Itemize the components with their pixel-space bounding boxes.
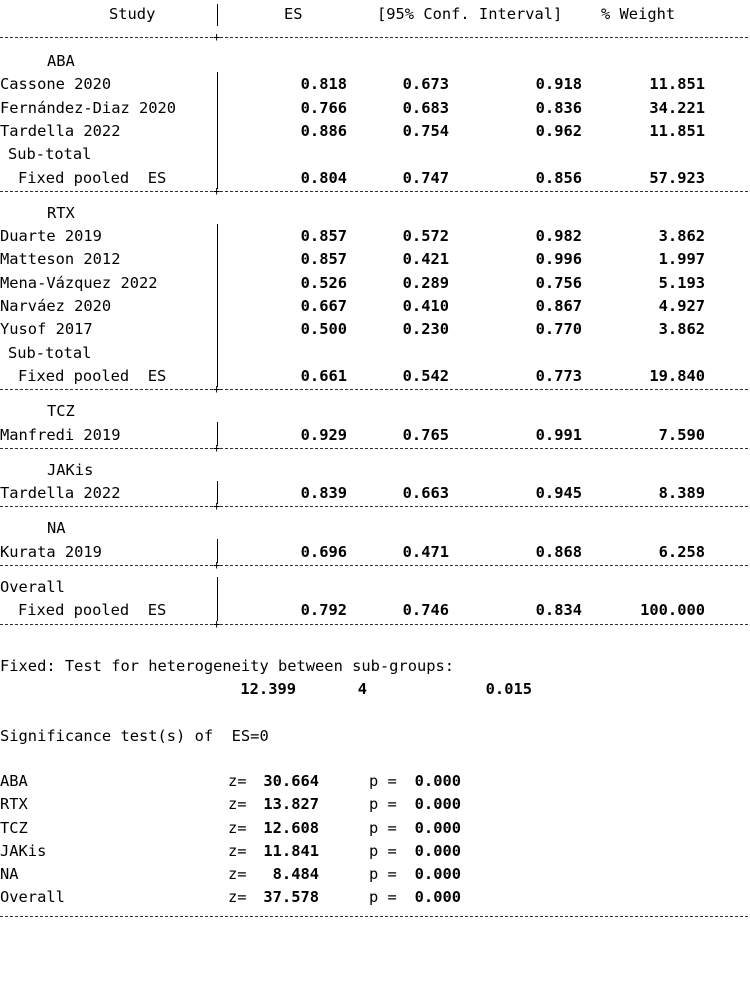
column-separator-plus: + — [213, 616, 221, 631]
ci-lower-value: 0.572 — [402, 227, 449, 246]
ci-lower-value: 0.542 — [402, 366, 449, 385]
column-separator-bar — [217, 224, 218, 387]
pooled-label: Fixed pooled ES — [18, 168, 167, 187]
study-name: Yusof 2017 — [0, 320, 93, 339]
column-separator-plus: + — [213, 183, 221, 198]
dashed-separator — [0, 506, 748, 507]
z-value: 12.608 — [263, 818, 319, 837]
heterogeneity-df: 4 — [357, 679, 367, 698]
ci-upper-value: 0.868 — [535, 542, 582, 561]
p-prefix: p = — [369, 841, 397, 860]
ci-lower-value: 0.747 — [402, 168, 449, 187]
es-value: 0.929 — [300, 425, 347, 444]
z-prefix: z= — [228, 841, 247, 860]
significance-label: JAKis — [0, 841, 47, 860]
ci-upper-value: 0.770 — [535, 320, 582, 339]
column-separator-plus: + — [213, 382, 221, 397]
weight-value: 11.851 — [649, 121, 705, 140]
z-value: 13.827 — [263, 795, 319, 814]
weight-value: 3.862 — [658, 320, 705, 339]
z-value: 8.484 — [272, 865, 319, 884]
group-label: JAKis — [47, 460, 94, 479]
ci-upper-value: 0.773 — [535, 366, 582, 385]
p-value: 0.000 — [414, 795, 461, 814]
column-separator-plus: + — [213, 499, 221, 514]
ci-upper-value: 0.836 — [535, 98, 582, 117]
significance-label: RTX — [0, 795, 28, 814]
overall-label: Overall — [0, 578, 65, 596]
z-prefix: z= — [228, 795, 247, 814]
dashed-separator — [0, 916, 748, 917]
es-value: 0.526 — [300, 273, 347, 292]
column-separator-plus: + — [213, 558, 221, 572]
ci-upper-value: 0.856 — [535, 168, 582, 187]
weight-value: 19.840 — [649, 366, 705, 385]
dashed-separator — [0, 191, 748, 192]
significance-title: Significance test(s) of ES=0 — [0, 726, 269, 745]
es-value: 0.839 — [300, 484, 347, 503]
significance-label: ABA — [0, 771, 28, 790]
ci-upper-value: 0.918 — [535, 75, 582, 94]
column-separator-plus: + — [213, 440, 221, 455]
ci-upper-value: 0.982 — [535, 227, 582, 246]
p-value: 0.000 — [414, 771, 461, 790]
study-name: Mena-Vázquez 2022 — [0, 273, 158, 292]
dashed-separator — [0, 624, 748, 625]
ci-lower-value: 0.765 — [402, 425, 449, 444]
header-weight: % Weight — [601, 5, 676, 23]
ci-upper-value: 0.867 — [535, 297, 582, 315]
dashed-separator — [0, 448, 748, 449]
study-name: Narváez 2020 — [0, 297, 112, 315]
es-value: 0.667 — [300, 297, 347, 315]
ci-lower-value: 0.746 — [402, 601, 449, 620]
heterogeneity-title: Fixed: Test for heterogeneity between sub-groups: — [0, 656, 455, 675]
dashed-separator — [0, 37, 748, 38]
ci-lower-value: 0.673 — [402, 75, 449, 94]
weight-value: 1.997 — [658, 250, 705, 269]
study-name: Tardella 2022 — [0, 484, 121, 503]
p-value: 0.000 — [414, 818, 461, 837]
ci-lower-value: 0.663 — [402, 484, 449, 503]
z-value: 37.578 — [263, 888, 319, 907]
significance-label: NA — [0, 865, 19, 884]
study-name: Kurata 2019 — [0, 542, 102, 561]
z-prefix: z= — [228, 865, 247, 884]
z-prefix: z= — [228, 818, 247, 837]
z-value: 11.841 — [263, 841, 319, 860]
ci-lower-value: 0.289 — [402, 273, 449, 292]
significance-label: Overall — [0, 888, 65, 907]
dashed-separator — [0, 565, 748, 566]
group-label: ABA — [47, 52, 75, 70]
ci-lower-value: 0.754 — [402, 121, 449, 140]
p-value: 0.000 — [414, 888, 461, 907]
group-label: TCZ — [47, 402, 75, 421]
dashed-separator — [0, 389, 748, 390]
ci-upper-value: 0.991 — [535, 425, 582, 444]
header-es: ES — [284, 5, 303, 23]
z-prefix: z= — [228, 771, 247, 790]
group-label: RTX — [47, 203, 75, 222]
heterogeneity-p: 0.015 — [485, 679, 532, 698]
ci-lower-value: 0.421 — [402, 250, 449, 269]
column-separator-bar — [217, 72, 218, 189]
weight-value: 57.923 — [649, 168, 705, 187]
ci-upper-value: 0.756 — [535, 273, 582, 292]
weight-value: 3.862 — [658, 227, 705, 246]
study-name: Manfredi 2019 — [0, 425, 121, 444]
es-value: 0.857 — [300, 227, 347, 246]
ci-lower-value: 0.471 — [402, 542, 449, 561]
study-name: Matteson 2012 — [0, 250, 121, 269]
ci-upper-value: 0.834 — [535, 601, 582, 620]
z-prefix: z= — [228, 888, 247, 907]
es-value: 0.766 — [300, 98, 347, 117]
es-value: 0.500 — [300, 320, 347, 339]
p-prefix: p = — [369, 771, 397, 790]
weight-value: 6.258 — [658, 542, 705, 561]
p-value: 0.000 — [414, 841, 461, 860]
p-prefix: p = — [369, 865, 397, 884]
es-value: 0.792 — [300, 601, 347, 620]
weight-value: 7.590 — [658, 425, 705, 444]
es-value: 0.661 — [300, 366, 347, 385]
ci-upper-value: 0.996 — [535, 250, 582, 269]
overall-pooled-label: Fixed pooled ES — [18, 601, 167, 620]
heterogeneity-stat: 12.399 — [240, 679, 296, 698]
column-separator-plus: + — [213, 30, 221, 44]
weight-value: 5.193 — [658, 273, 705, 292]
header-study: Study — [109, 5, 156, 23]
significance-label: TCZ — [0, 818, 28, 837]
column-separator-bar — [217, 577, 218, 621]
study-name: Cassone 2020 — [0, 75, 112, 94]
es-value: 0.804 — [300, 168, 347, 187]
study-name: Fernández-Diaz 2020 — [0, 98, 177, 117]
es-value: 0.857 — [300, 250, 347, 269]
pooled-label: Fixed pooled ES — [18, 366, 167, 385]
es-value: 0.818 — [300, 75, 347, 94]
subtotal-label: Sub-total — [8, 343, 92, 362]
p-value: 0.000 — [414, 865, 461, 884]
ci-lower-value: 0.230 — [402, 320, 449, 339]
p-prefix: p = — [369, 795, 397, 814]
group-label: NA — [47, 519, 66, 538]
study-name: Duarte 2019 — [0, 227, 102, 246]
ci-lower-value: 0.410 — [402, 297, 449, 315]
weight-value: 11.851 — [649, 75, 705, 94]
weight-value: 34.221 — [649, 98, 705, 117]
header-ci: [95% Conf. Interval] — [377, 5, 563, 23]
es-value: 0.696 — [300, 542, 347, 561]
ci-upper-value: 0.945 — [535, 484, 582, 503]
weight-value: 4.927 — [658, 297, 705, 315]
ci-lower-value: 0.683 — [402, 98, 449, 117]
weight-value: 100.000 — [640, 601, 705, 620]
ci-upper-value: 0.962 — [535, 121, 582, 140]
z-value: 30.664 — [263, 771, 319, 790]
weight-value: 8.389 — [658, 484, 705, 503]
subtotal-label: Sub-total — [8, 145, 92, 164]
column-separator-bar — [217, 4, 218, 26]
study-name: Tardella 2022 — [0, 121, 121, 140]
p-prefix: p = — [369, 818, 397, 837]
p-prefix: p = — [369, 888, 397, 907]
es-value: 0.886 — [300, 121, 347, 140]
